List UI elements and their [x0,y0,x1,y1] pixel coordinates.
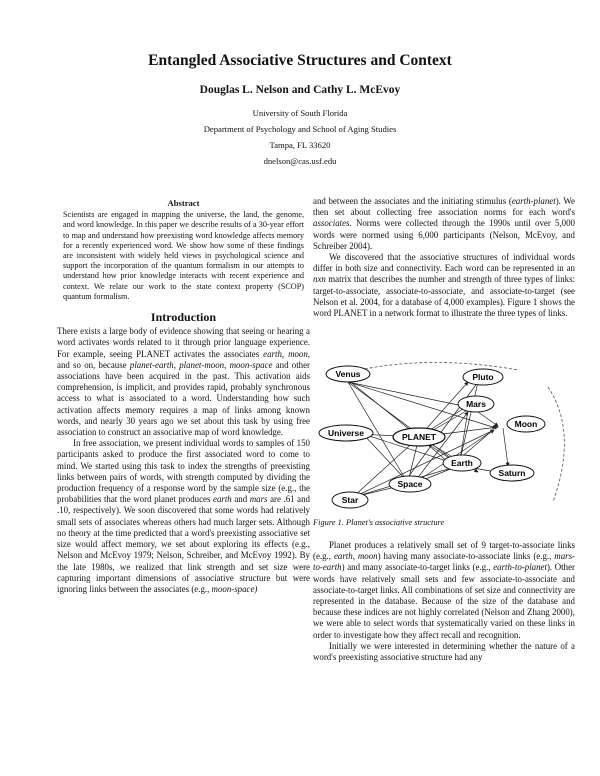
figure-link [503,428,508,466]
node-pluto [463,369,503,385]
svg-text:Moon: Moon [514,419,538,429]
right-paragraph-1: and between the associates and the initiating stimulus (earth-planet). We then set about collecting free association norms for each word's associates. Norms were collected through the 1990s until over 5,000 words were normed using 6,000 participants (Nelson, McEvoy, and Schreiber 2004). [313,196,575,251]
intro-paragraph-1: There exists a large body of evidence showing that seeing or hearing a word activates words related to it through prior language experience. For example, seeing PLANET activates the associates earth, moon, and so on, because planet-earth, planet-moon, moon-space and other associations have been acquired in the past. This activation aids comprehension, is implicit, and provides rapid, probably synchronous access to what is associated to a word. Understanding how such activation affects memory requires a map of links among known words, and nearly 30 years ago we set about this task by using free association to construct an associative map of word knowledge. [57,326,311,438]
svg-text:Space: Space [397,479,423,489]
node-universe [319,425,373,441]
node-venus [326,366,370,382]
svg-text:Universe: Universe [328,428,364,438]
affiliation-location: Tampa, FL 33620 [269,140,331,150]
abstract-text: Scientists are engaged in mapping the universe, the land, the genome, and word knowledge. In this paper we describe results of a 30-year effort to map and understand how preexisting word knowledge affects memory for a recently experienced word. We show how some of these findings are inconsistent with widely held views in psychological science and support the incorporation of the quantum formalism in our attempts to understand how prior knowledge interacts with recent experience and context. We relate our work to the state context property (SCOP) quantum formalism. [63,210,304,301]
figure-link [348,382,456,462]
node-planet [393,428,445,446]
paper-title: Entangled Associative Structures and Context [148,52,452,69]
svg-text:Venus: Venus [335,369,361,379]
node-space [389,476,431,492]
authors: Douglas L. Nelson and Cathy L. McEvoy [199,84,401,96]
right-column-bottom [313,540,575,663]
introduction-heading: Introduction [150,310,217,325]
svg-text:Pluto: Pluto [472,372,494,382]
figure-link [478,412,498,426]
affiliation-university: University of South Florida [252,108,348,118]
node-moon [507,416,545,432]
node-earth [443,455,481,471]
node-mars [458,396,494,412]
right-paragraph-3: Planet produces a relatively small set of 9 target-to-associate links (e.g., earth, moon) having many associate-to-associate links (e.g., mars-to-earth) and many associate-to-target links (e.g., earth-to-planet). Other words have relatively small sets and few associate-to-associate and associate-to-target links. All combinations of set size and connectivity are represented in the database. Because of the size of the database and because these indices are not highly correlated (Nelson and Zhang 2000), we were able to select words that systematically varied on these links in order to investigate how they affect recall and recognition. [313,540,575,640]
affiliation-department: Department of Psychology and School of Aging Studies [203,124,397,134]
planet-network-figure [318,362,576,517]
figure-caption: Figure 1. Planet's associative structure [313,518,445,527]
node-saturn [490,465,534,481]
figure-link [548,387,564,502]
svg-text:Earth: Earth [451,458,473,468]
affiliation-email: dnelson@cas.usf.edu [263,156,337,166]
right-paragraph-4: Initially we were interested in determining whether the nature of a word's preexisting associative structure had any [313,640,575,663]
right-paragraph-2: We discovered that the associative structures of individual words differ in both size and connectivity. Each word can be represented in an nxn matrix that describes the number and strength of three types of links: target-to-associate, associate-to-associate, and associate-to-target (see Nelson et al. 2004, for a database of 4,000 examples). Figure 1 shows the word PLANET in a network format to illustrate the three types of links. [313,252,575,319]
node-star [332,492,368,508]
svg-text:Star: Star [341,495,359,505]
intro-paragraph-2: In free association, we present individual words to samples of 150 participants asked to produce the first associated word to come to mind. We started using this task to index the strengths of preexisting links between pairs of words, with strength computed by dividing the production frequency of a response word by the sample size (e.g., the probabilities that the word planet produces earth and mars are .61 and .10, respectively). We soon discovered that some words had relatively small sets of associates whereas others had much larger sets. Although no theory at the time predicted that a word's preexisting associative set size would affect memory, we set about exploring its effects (e.g., Nelson and McEvoy 1979; Nelson, Schreiber, and McEvoy 1992). By the late 1980s, we realized that link strength and set size were capturing important dimensions of associative structure but were ignoring links between the associates (e.g., moon-space) [57,438,310,594]
left-column [57,198,310,595]
svg-text:Saturn: Saturn [498,468,526,478]
abstract-heading: Abstract [167,198,200,208]
svg-text:PLANET: PLANET [402,432,436,442]
svg-text:Mars: Mars [466,399,486,409]
right-column [313,196,575,319]
